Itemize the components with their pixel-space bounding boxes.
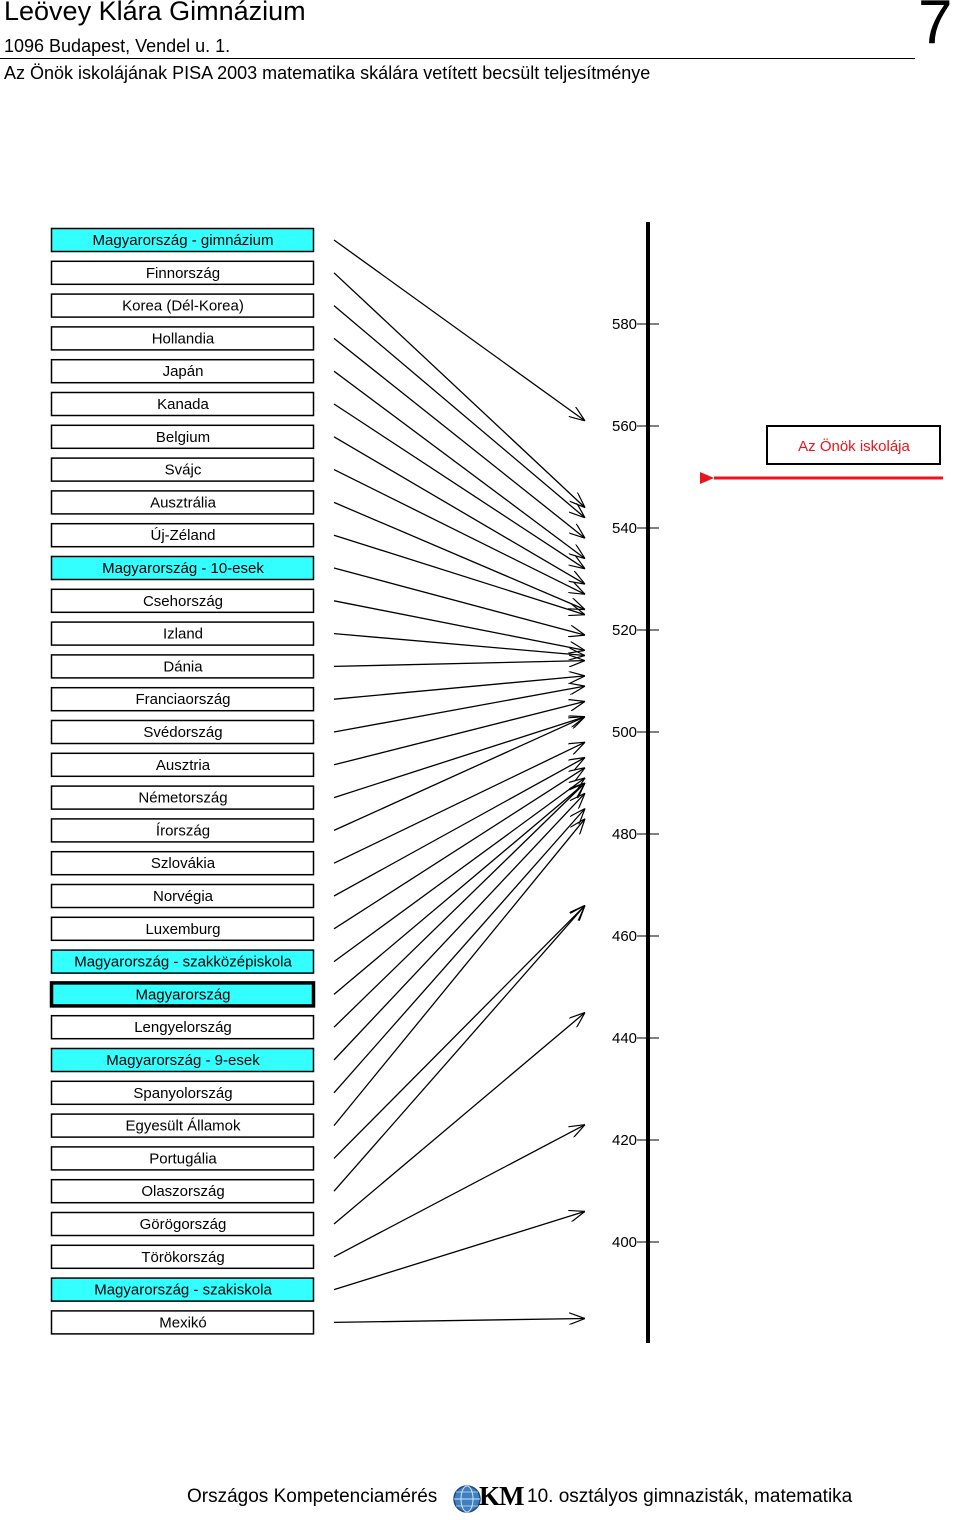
entry-arrow <box>334 809 585 1093</box>
entry-label: Egyesült Államok <box>125 1117 241 1135</box>
footer-right-text: 10. osztályos gimnazisták, matematika <box>527 1486 853 1507</box>
axis-layer <box>612 222 659 1343</box>
entry-label: Szlovákia <box>150 855 216 873</box>
entry-arrow <box>334 502 585 609</box>
entry-label: Portugália <box>149 1150 217 1168</box>
entry-label: Svájc <box>164 461 202 479</box>
entry-label: Magyarország - szakközépiskola <box>74 953 292 971</box>
axis-tick-label: 580 <box>612 316 638 333</box>
entry-label: Írország <box>155 822 211 840</box>
axis-tick-label: 440 <box>612 1030 638 1047</box>
entry-label: Csehország <box>142 592 224 610</box>
entry-label: Finnország <box>145 264 221 282</box>
axis-tick-label: 400 <box>612 1234 638 1251</box>
entry-label: Dánia <box>163 658 203 676</box>
entry-arrow <box>334 778 585 962</box>
school-address: 1096 Budapest, Vendel u. 1. <box>4 36 231 56</box>
entry-label: Izland <box>162 625 204 643</box>
entry-label: Ausztria <box>155 756 211 774</box>
axis-tick-label: 420 <box>612 1132 638 1149</box>
entry-row <box>52 676 586 711</box>
entry-label: Franciaország <box>135 691 231 709</box>
entry-arrow <box>334 742 585 863</box>
entry-label: Magyarország <box>135 986 231 1004</box>
footer <box>0 1481 960 1514</box>
entry-arrow <box>334 240 585 421</box>
entry-label: Magyarország - gimnázium <box>92 232 274 249</box>
entry-label: Mexikó <box>159 1314 207 1332</box>
school-marker-label: Az Önök iskolája <box>798 438 910 455</box>
axis-tick-label: 500 <box>612 724 638 741</box>
axis-tick-label: 560 <box>612 418 638 435</box>
entry-arrow <box>334 686 585 732</box>
entry-label: Ausztrália <box>150 494 216 512</box>
globe-icon <box>452 1484 482 1514</box>
entry-arrow <box>334 905 585 1158</box>
entry-label: Magyarország - szakiskola <box>94 1281 272 1299</box>
entry-label: Magyarország - 10-esek <box>102 560 264 577</box>
axis-tick-label: 460 <box>612 928 638 945</box>
entry-label: Luxemburg <box>145 920 221 938</box>
axis-tick-label: 520 <box>612 622 638 639</box>
entry-arrow <box>334 758 585 897</box>
okm-logo <box>452 1481 524 1512</box>
school-name: Leövey Klára Gimnázium <box>4 0 306 26</box>
entry-arrow <box>334 1125 585 1257</box>
entry-arrow <box>334 371 585 558</box>
entry-arrow <box>334 793 585 1060</box>
logo-text: KM <box>479 1481 524 1511</box>
entry-label: Új-Zéland <box>150 527 216 545</box>
entry-label: Svédország <box>143 724 223 741</box>
footer-left-text: Országos Kompetenciamérés <box>187 1486 438 1507</box>
entry-label: Kanada <box>157 396 209 413</box>
entry-arrow <box>334 338 585 538</box>
entry-arrow <box>334 1013 585 1225</box>
entry-arrow <box>334 819 585 1126</box>
axis-tick-label: 540 <box>612 520 638 537</box>
entry-arrow <box>334 783 585 994</box>
entry-arrow <box>334 905 585 1191</box>
entry-arrow <box>334 273 585 508</box>
entry-label: Norvégia <box>152 888 214 905</box>
entry-arrow <box>334 437 585 584</box>
entry-label: Törökország <box>141 1248 225 1266</box>
entry-label: Magyarország - 9-esek <box>106 1052 260 1069</box>
entry-row <box>52 622 586 655</box>
entry-label: Spanyolország <box>133 1084 233 1102</box>
entry-row <box>52 1311 586 1334</box>
axis-tick-label: 480 <box>612 826 638 843</box>
entry-label: Hollandia <box>151 330 215 348</box>
entry-label: Korea (Dél-Korea) <box>122 297 244 315</box>
school-marker-layer <box>714 426 943 478</box>
entry-arrow <box>334 661 585 667</box>
entry-label: Görögország <box>139 1216 227 1233</box>
entry-arrow <box>334 717 585 798</box>
entry-arrow <box>334 634 585 656</box>
entry-label: Japán <box>162 363 204 381</box>
entries-layer <box>52 229 586 1334</box>
entry-arrow <box>334 1319 585 1323</box>
page-number: 7 <box>918 0 953 57</box>
entry-label: Lengyelország <box>134 1019 232 1037</box>
entry-arrow <box>334 1211 585 1289</box>
entry-arrow <box>334 676 585 699</box>
entry-label: Németország <box>138 789 228 807</box>
page-subtitle: Az Önök iskolájának PISA 2003 matematika skálára vetített becsült teljesítménye <box>4 63 651 83</box>
entry-label: Olaszország <box>141 1183 225 1201</box>
entry-row <box>52 655 586 678</box>
entry-label: Belgium <box>155 428 211 446</box>
